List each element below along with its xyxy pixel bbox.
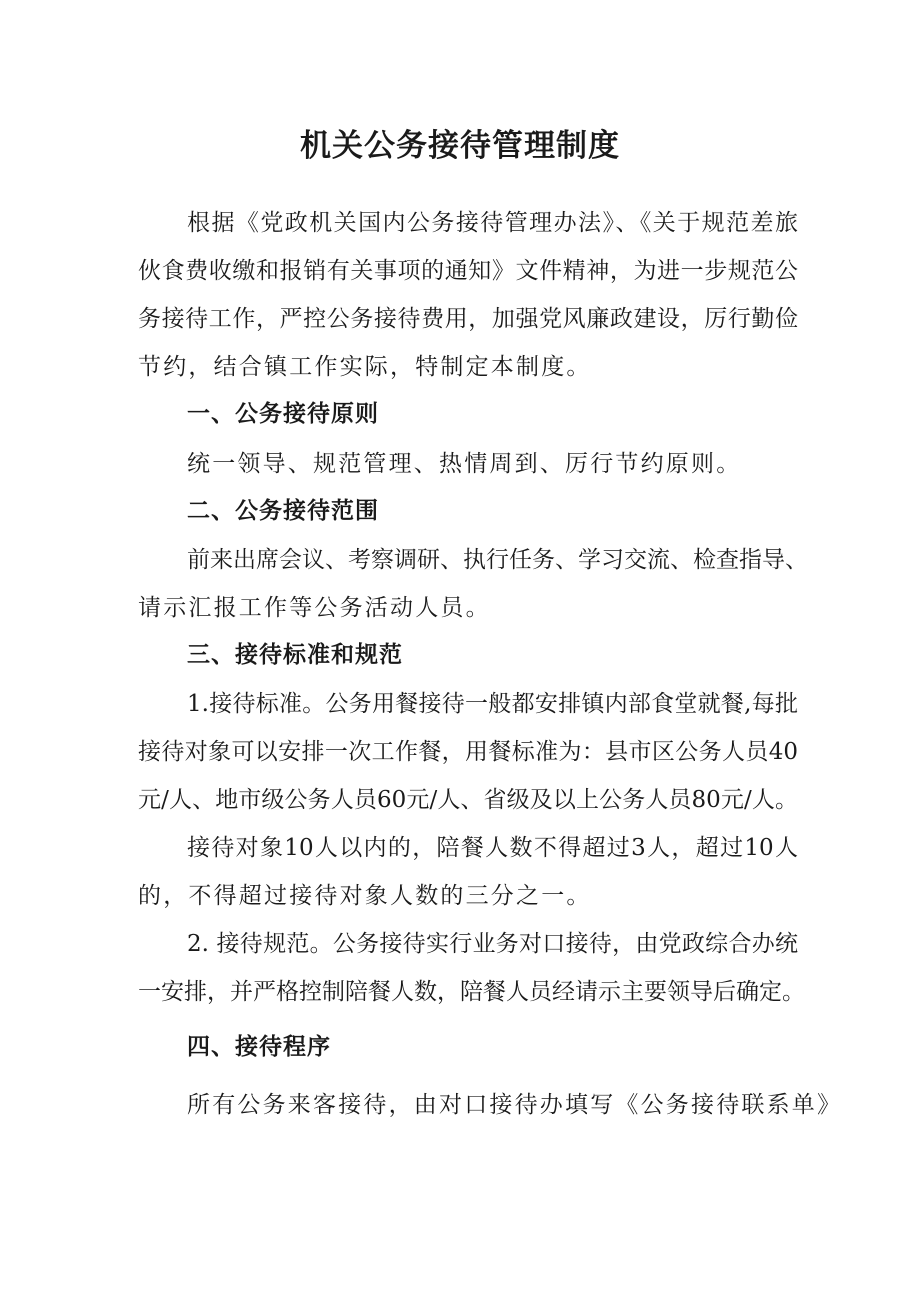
section-heading: 二、公务接待范围: [187, 498, 379, 524]
intro-line: 伙食费收缴和报销有关事项的通知》文件精神，为进一步规范公: [138, 258, 798, 284]
paragraph-line: 接待对象10人以内的，陪餐人数不得超过3人，超过10人: [187, 835, 798, 861]
document-title: 机关公务接待管理制度: [300, 128, 620, 164]
paragraph-line: 前来出席会议、考察调研、执行任务、学习交流、检查指导、: [187, 547, 808, 573]
section-heading: 三、接待标准和规范: [187, 642, 403, 668]
paragraph-line: 的，不得超过接待对象人数的三分之一。: [138, 883, 592, 909]
intro-line: 根据《党政机关国内公务接待管理办法》、《关于规范差旅: [187, 210, 798, 236]
intro-line: 务接待工作，严控公务接待费用，加强党风廉政建设，厉行勤俭: [138, 306, 798, 332]
paragraph-line: 1.接待标准。公务用餐接待一般都安排镇内部食堂就餐,每批: [187, 691, 798, 717]
paragraph-line: 一安排，并严格控制陪餐人数，陪餐人员经请示主要领导后确定。: [138, 979, 805, 1005]
paragraph-line: 2. 接待规范。公务接待实行业务对口接待，由党政综合办统: [187, 931, 798, 957]
paragraph-line: 接待对象可以安排一次工作餐，用餐标准为：县市区公务人员40: [138, 739, 798, 765]
paragraph-line: 元/人、地市级公务人员60元/人、省级及以上公务人员80元/人。: [138, 787, 798, 813]
paragraph-line: 请示汇报工作等公务活动人员。: [138, 595, 491, 621]
intro-line: 节约，结合镇工作实际，特制定本制度。: [138, 354, 592, 380]
section-heading: 一、公务接待原则: [187, 401, 379, 427]
paragraph-line: 统一领导、规范管理、热情周到、厉行节约原则。: [187, 451, 742, 477]
section-heading: 四、接待程序: [187, 1034, 331, 1060]
paragraph-line: 所有公务来客接待，由对口接待办填写《公务接待联系单》: [187, 1092, 843, 1118]
